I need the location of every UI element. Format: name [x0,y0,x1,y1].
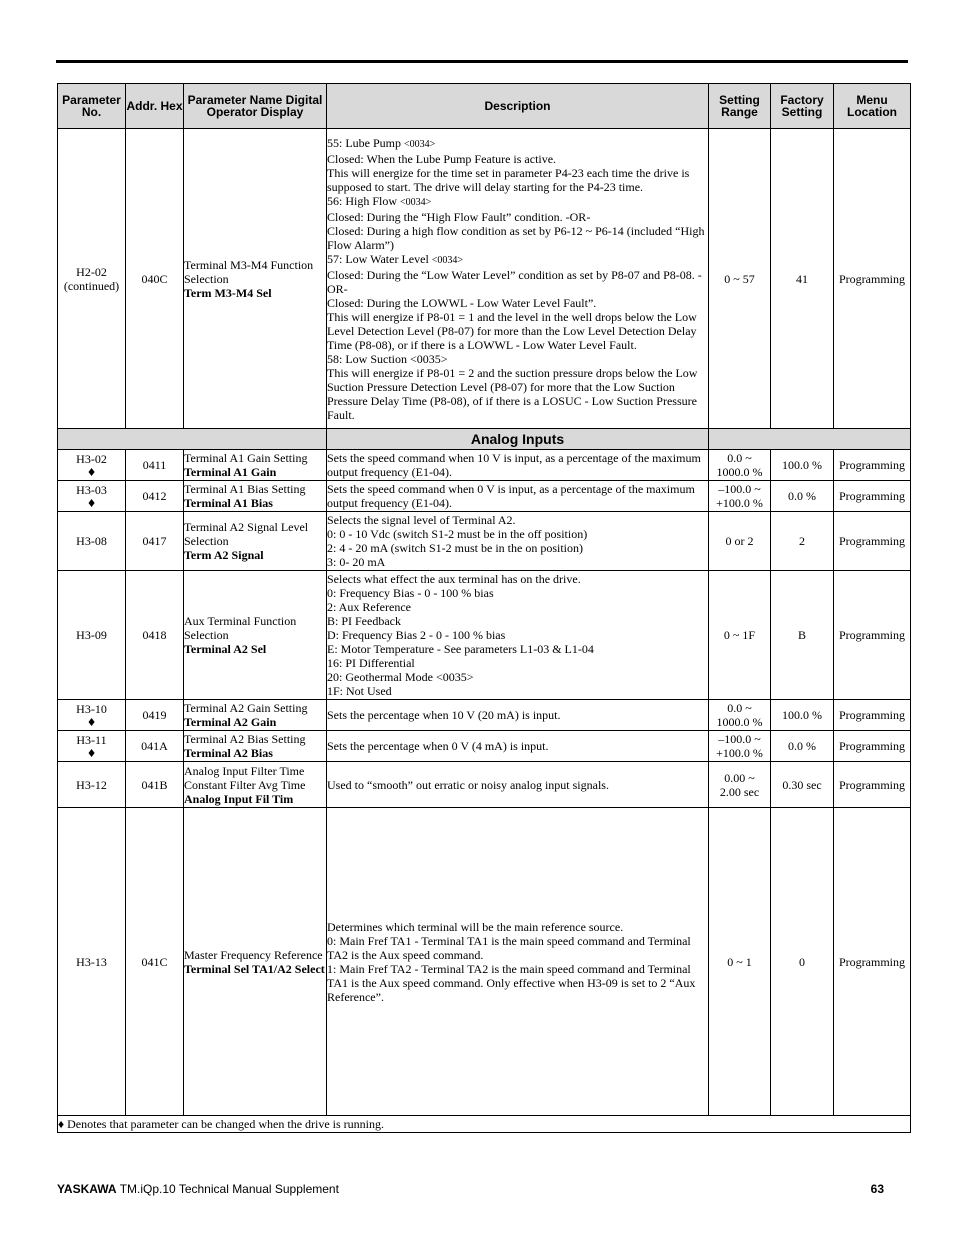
description-text: This will energize if P8-01 = 1 and the level in the well drops below the Low Level Detection Level (P8-07) for more than the Low Level Detection Delay Time (P8-08), or if there is a LOWWL - Low Water Level Fault. [327,309,697,352]
menu-cell: Programming [834,129,911,429]
description-line: 20: Geothermal Mode <0035> [327,670,474,684]
menu-cell: Programming [834,512,911,571]
param-cell [58,481,126,512]
range-cell [709,450,771,481]
param-name: Terminal A1 Bias Setting [184,482,306,496]
factory-cell: 0 [771,808,834,1116]
range-line: 0 or 2 [725,534,754,548]
range-line: 1000.0 % [716,465,763,479]
param-name: Aux Terminal Function Selection [184,614,297,642]
description-line [327,352,708,366]
description-line: D: Frequency Bias 2 - 0 - 100 % bias [327,628,506,642]
range-cell: 0 ~ 57 [709,129,771,429]
param-number: H3-13 [76,954,107,969]
range-cell [709,512,771,571]
section-title: Analog Inputs [327,429,709,450]
range-line: 0.0 ~ [727,451,752,465]
param-cell [58,450,126,481]
description-line [327,166,708,194]
factory-cell: 100.0 % [771,700,834,731]
range-line: +100.0 % [716,496,763,510]
table-row-h3-08 [58,512,911,571]
header-menu-location: Menu Location [834,84,911,129]
param-name: Terminal A2 Signal Level Selection [184,520,309,548]
factory-cell: 0.0 % [771,731,834,762]
param-number: H2-02 [76,264,107,279]
menu-cell: Programming [834,571,911,700]
description-line: 3: 0- 20 mA [327,555,386,569]
description-line [327,136,708,152]
param-cell [58,700,126,731]
description-line [327,366,708,422]
param-cell [58,808,126,1116]
footnote-row [58,1116,911,1133]
param-number: H3-03 [76,482,107,497]
param-cell [58,512,126,571]
menu-cell: Programming [834,731,911,762]
menu-cell: Programming [834,808,911,1116]
range-line: –100.0 ~ [718,482,761,496]
description-line [327,224,708,252]
table-row-h3-09 [58,571,911,700]
table-row-h2-02 [58,129,911,429]
table-row-h3-10 [58,700,911,731]
description-line: Sets the speed command when 10 V is input, as a percentage of the maximum output frequency (E1-04). [327,451,701,479]
operator-display: Term A2 Signal [184,548,264,562]
name-cell [184,731,327,762]
range-cell [709,571,771,700]
description-line: Used to “smooth” out erratic or noisy analog input signals. [327,777,609,792]
description-line: 2: 4 - 20 mA (switch S1-2 must be in the on position) [327,541,583,555]
header-param-name: Parameter Name Digital Operator Display [184,84,327,129]
footer-title: TM.iQp.10 Technical Manual Supplement [116,1182,339,1196]
addr-cell: 041A [126,731,184,762]
menu-cell: Programming [834,450,911,481]
run-changeable-icon: ♦ [86,496,97,510]
top-rule [56,60,908,63]
range-line: 0 ~ 1F [723,628,756,642]
param-cell [58,762,126,808]
description-text: Closed: During the LOWWL - Low Water Level Fault”. [327,295,597,310]
param-cell [58,571,126,700]
factory-cell: 0.30 sec [771,762,834,808]
menu-cell: Programming [834,700,911,731]
param-cell [58,129,126,429]
revision-tag: <0034> [400,196,432,208]
header-description: Description [327,84,709,129]
addr-cell: 040C [126,129,184,429]
description-cell [327,808,709,1116]
description-line [327,252,708,268]
name-cell [184,762,327,808]
param-number: H3-11 [76,732,107,747]
description-line [327,210,708,224]
range-cell [709,762,771,808]
param-name: Terminal A2 Gain Setting [184,701,308,715]
description-line [327,310,708,352]
name-cell [184,571,327,700]
operator-display: Terminal A2 Gain [184,715,277,729]
header-factory-setting: Factory Setting [771,84,834,129]
range-line: +100.0 % [716,746,763,760]
description-line: 1: Main Fref TA2 - Terminal TA2 is the main speed command and Terminal TA1 is the Aux speed command. Only effective when H3-09 is set to 2 “Aux Reference”. [327,961,696,1004]
operator-display: Terminal A1 Bias [184,496,273,510]
range-line: 0 ~ 1 [727,954,752,969]
description-line: 2: Aux Reference [327,600,411,614]
table-row-h3-02 [58,450,911,481]
revision-tag: <0034> [431,254,464,266]
param-number: H3-09 [76,628,107,642]
description-text: Closed: During the “High Flow Fault” condition. -OR- [327,209,591,224]
param-name: Analog Input Filter Time Constant Filter Avg Time [184,763,306,792]
addr-cell: 0419 [126,700,184,731]
name-cell [184,512,327,571]
factory-cell: 100.0 % [771,450,834,481]
menu-cell: Programming [834,762,911,808]
description-cell [327,481,709,512]
description-line [327,194,708,210]
table-row-h3-13 [58,808,911,1116]
revision-tag: <0034> [404,138,436,150]
description-text: This will energize for the time set in parameter P4-23 each time the drive is supposed to start. The drive will delay starting for the P4-23 time. [327,165,690,194]
description-line: 16: PI Differential [327,656,415,670]
table-row-h3-11 [58,731,911,762]
description-cell [327,512,709,571]
addr-cell: 0411 [126,450,184,481]
param-name: Terminal M3-M4 Function Selection [184,257,314,286]
table-header-row [58,84,911,129]
operator-display: Analog Input Fil Tim [184,791,294,806]
menu-cell: Programming [834,481,911,512]
description-line: Sets the percentage when 10 V (20 mA) is input. [327,708,561,722]
description-line: 0: Main Fref TA1 - Terminal TA1 is the main speed command and Terminal TA2 is the Aux speed command. [327,933,691,962]
param-number: H3-02 [76,451,107,466]
operator-display: Terminal A1 Gain [184,465,277,479]
description-cell [327,762,709,808]
description-line: 0: 0 - 10 Vdc (switch S1-2 must be in the off position) [327,527,588,541]
name-cell [184,481,327,512]
range-line: 1000.0 % [716,715,763,729]
description-line [327,268,708,296]
description-line: Sets the percentage when 0 V (4 mA) is input. [327,739,549,753]
param-number: H3-10 [76,701,107,716]
page-number: 63 [870,1182,884,1196]
param-note: (continued) [63,278,120,293]
description-line: Selects what effect the aux terminal has on the drive. [327,572,581,586]
table-row-h3-12 [58,762,911,808]
page-footer [57,1182,884,1196]
operator-display: Terminal A2 Sel [184,642,267,656]
range-cell [709,700,771,731]
description-line: 0: Frequency Bias - 0 - 100 % bias [327,586,494,600]
description-line: 1F: Not Used [327,684,392,698]
range-cell [709,808,771,1116]
addr-cell: 041B [126,762,184,808]
param-name: Terminal A2 Bias Setting [184,732,306,746]
addr-cell: 0418 [126,571,184,700]
description-cell [327,129,709,429]
range-line: 0.0 ~ [727,701,752,715]
param-cell [58,731,126,762]
description-text: This will energize if P8-01 = 2 and the suction pressure drops below the Low Suction Pressure Detection Level (P8-07) for more that the Low Suction Pressure Delay Time (P8-08), of if there is a LOSUC - Low Suction Pressure Fault. [327,365,698,422]
description-text: Closed: During the “Low Water Level” condition as set by P8-07 and P8-08. -OR- [327,267,702,296]
footer-brand: YASKAWA [57,1182,117,1196]
description-cell [327,450,709,481]
name-cell [184,450,327,481]
description-line: Selects the signal level of Terminal A2. [327,513,516,527]
run-changeable-icon: ♦ [86,746,97,760]
range-cell [709,481,771,512]
description-text: 56: High Flow [327,193,401,208]
operator-display: Terminal Sel TA1/A2 Select [184,961,325,976]
description-cell [327,731,709,762]
description-text: 58: Low Suction <0035> [327,351,448,366]
parameter-table [57,83,911,1133]
param-name: Master Frequency Reference [184,947,323,962]
footnote: ♦ Denotes that parameter can be changed when the drive is running. [58,1116,911,1133]
header-setting-range: Setting Range [709,84,771,129]
param-number: H3-12 [76,777,107,792]
name-cell [184,129,327,429]
name-cell [184,808,327,1116]
description-line [327,296,708,310]
header-param-no: Parameter No. [58,84,126,129]
description-cell [327,700,709,731]
description-line: B: PI Feedback [327,614,401,628]
factory-cell: 2 [771,512,834,571]
description-line [327,152,708,166]
section-row-analog-inputs [58,429,911,450]
run-changeable-icon: ♦ [86,465,97,479]
range-cell [709,731,771,762]
range-line: 2.00 sec [719,784,760,799]
name-cell [184,700,327,731]
factory-cell: B [771,571,834,700]
factory-cell: 41 [771,129,834,429]
description-text: 57: Low Water Level [327,251,432,266]
addr-cell: 041C [126,808,184,1116]
range-line: –100.0 ~ [718,732,761,746]
param-name: Terminal A1 Gain Setting [184,451,308,465]
description-line: Sets the speed command when 0 V is input, as a percentage of the maximum output frequency (E1-04). [327,482,695,510]
description-text: Closed: When the Lube Pump Feature is active. [327,151,557,166]
param-number: H3-08 [76,534,107,548]
run-changeable-icon: ♦ [86,715,97,729]
description-line: E: Motor Temperature - See parameters L1-03 & L1-04 [327,642,594,656]
header-addr-hex: Addr. Hex [126,84,184,129]
addr-cell: 0412 [126,481,184,512]
operator-display: Term M3-M4 Sel [184,285,272,300]
factory-cell: 0.0 % [771,481,834,512]
range-line: 0.00 ~ [724,770,755,785]
description-cell [327,571,709,700]
operator-display: Terminal A2 Bias [184,746,273,760]
addr-cell: 0417 [126,512,184,571]
description-line: Determines which terminal will be the main reference source. [327,919,624,934]
description-text: 55: Lube Pump [327,135,404,150]
description-text: Closed: During a high flow condition as set by P6-12 ~ P6-14 (included “High Flow Alarm”) [327,223,705,252]
table-row-h3-03 [58,481,911,512]
